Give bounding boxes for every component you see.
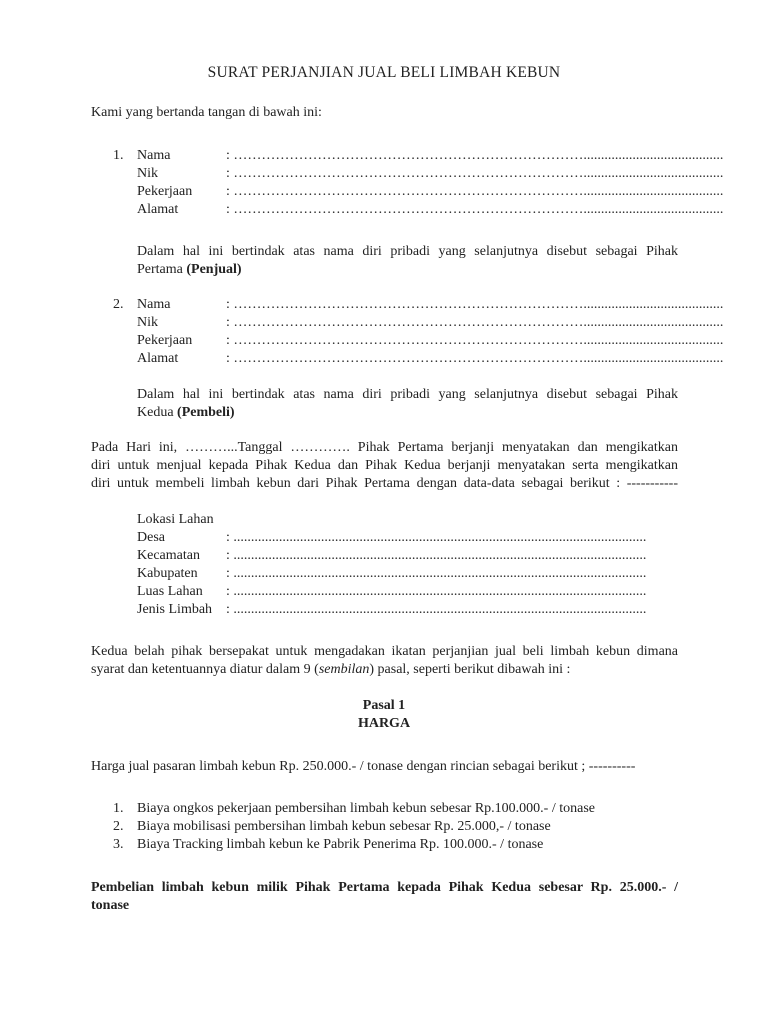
document-title: SURAT PERJANJIAN JUAL BELI LIMBAH KEBUN [207,64,561,81]
closing-line2-prefix: syarat dan ketentuannya diatur dalam 9 ( [91,662,319,677]
cost-item-2-text: Biaya mobilisasi pembersihan limbah kebun sebesar Rp. 25.000,- / tonase [137,819,551,834]
purchase-line2-text: tonase [91,898,130,913]
party1-number: 1. [113,148,124,163]
agreement-line3: diri untuk membeli limbah kebun dari Pihak Pertama dengan data-data sebagai berikut : ----------- [91,476,678,491]
party2-label-nik: Nik [137,315,158,330]
land-value-luas-lahan: : ...................................................................................................................... [226,584,647,599]
purchase-line1-text: Pembelian limbah kebun milik Pihak Pertama kepada Pihak Kedua sebesar Rp. 25.000.- / [91,880,678,895]
cost-item-1-text: Biaya ongkos pekerjaan pembersihan limbah kebun sebesar Rp.100.000.- / tonase [137,801,595,816]
party2-value-nik: : …………………………………………………………………........................................ [226,315,724,330]
party1-statement-prefix: Pertama [137,262,187,277]
purchase-line1 [91,879,678,897]
land-label-kabupaten: Kabupaten [137,566,198,581]
party2-value-nama: : …………………………………………………………………........................................ [226,297,724,312]
party2-value-alamat: : …………………………………………………………………........................................ [226,351,724,366]
land-value-desa: : ...................................................................................................................... [226,530,647,545]
price-line: Harga jual pasaran limbah kebun Rp. 250.000.- / tonase dengan rincian sebagai berikut ; ---------- [91,759,636,774]
land-value-jenis-limbah: : ...................................................................................................................... [226,602,647,617]
cost-item-3-text: Biaya Tracking limbah kebun ke Pabrik Penerima Rp. 100.000.- / tonase [137,837,544,852]
cost-item-2-number: 2. [113,819,124,834]
party1-label-nik: Nik [137,166,158,181]
cost-item-3-number: 3. [113,837,124,852]
party2-label-alamat: Alamat [137,351,179,366]
party1-value-alamat: : …………………………………………………………………........................................ [226,202,724,217]
pasal1-heading-text: Pasal 1 [362,698,406,713]
party1-label-pekerjaan: Pekerjaan [137,184,193,199]
party1-value-nik: : …………………………………………………………………........................................ [226,166,724,181]
party2-statement-line2 [137,404,235,422]
land-label-luas-lahan: Luas Lahan [137,584,203,599]
party2-label-nama: Nama [137,297,171,312]
party2-label-pekerjaan: Pekerjaan [137,333,193,348]
land-label-kecamatan: Kecamatan [137,548,200,563]
pasal1-subheading [0,715,768,733]
party2-statement-prefix: Kedua [137,405,178,420]
purchase-line2 [91,897,129,915]
closing-line2 [91,661,570,679]
land-value-kecamatan: : ...................................................................................................................... [226,548,647,563]
party2-role: (Pembeli) [177,405,235,420]
party1-value-nama: : …………………………………………………………………........................................ [226,148,724,163]
land-label-desa: Desa [137,530,165,545]
agreement-line1: Pada Hari ini, ………...Tanggal …………. Pihak Pertama berjanji menyatakan dan mengikatkan [91,440,678,455]
party1-role: (Penjual) [186,262,242,277]
party1-label-nama: Nama [137,148,171,163]
land-value-kabupaten: : ...................................................................................................................... [226,566,647,581]
closing-line1: Kedua belah pihak bersepakat untuk mengadakan ikatan perjanjian jual beli limbah kebun dimana [91,644,678,659]
party2-number: 2. [113,297,124,312]
party1-statement-line1: Dalam hal ini bertindak atas nama diri pribadi yang selanjutnya disebut sebagai Pihak [137,244,678,259]
land-label-jenis-limbah: Jenis Limbah [137,602,213,617]
closing-line2-italic: sembilan [318,662,370,677]
party1-label-alamat: Alamat [137,202,179,217]
pasal1-subheading-text: HARGA [357,716,411,731]
party2-statement-line1: Dalam hal ini bertindak atas nama diri pribadi yang selanjutnya disebut sebagai Pihak [137,387,678,402]
party2-value-pekerjaan: : …………………………………………………………………........................................ [226,333,724,348]
agreement-line2: diri untuk menjual kepada Pihak Kedua dan Pihak Kedua berjanji menyatakan serta mengikatkan [91,458,678,473]
pasal1-heading [0,697,768,715]
party1-statement-line2 [137,261,242,279]
party1-value-pekerjaan: : …………………………………………………………………........................................ [226,184,724,199]
cost-item-1-number: 1. [113,801,124,816]
intro-text: Kami yang bertanda tangan di bawah ini: [91,105,322,120]
land-heading: Lokasi Lahan [137,512,214,527]
closing-line2-suffix: ) pasal, seperti berikut dibawah ini : [369,662,571,677]
